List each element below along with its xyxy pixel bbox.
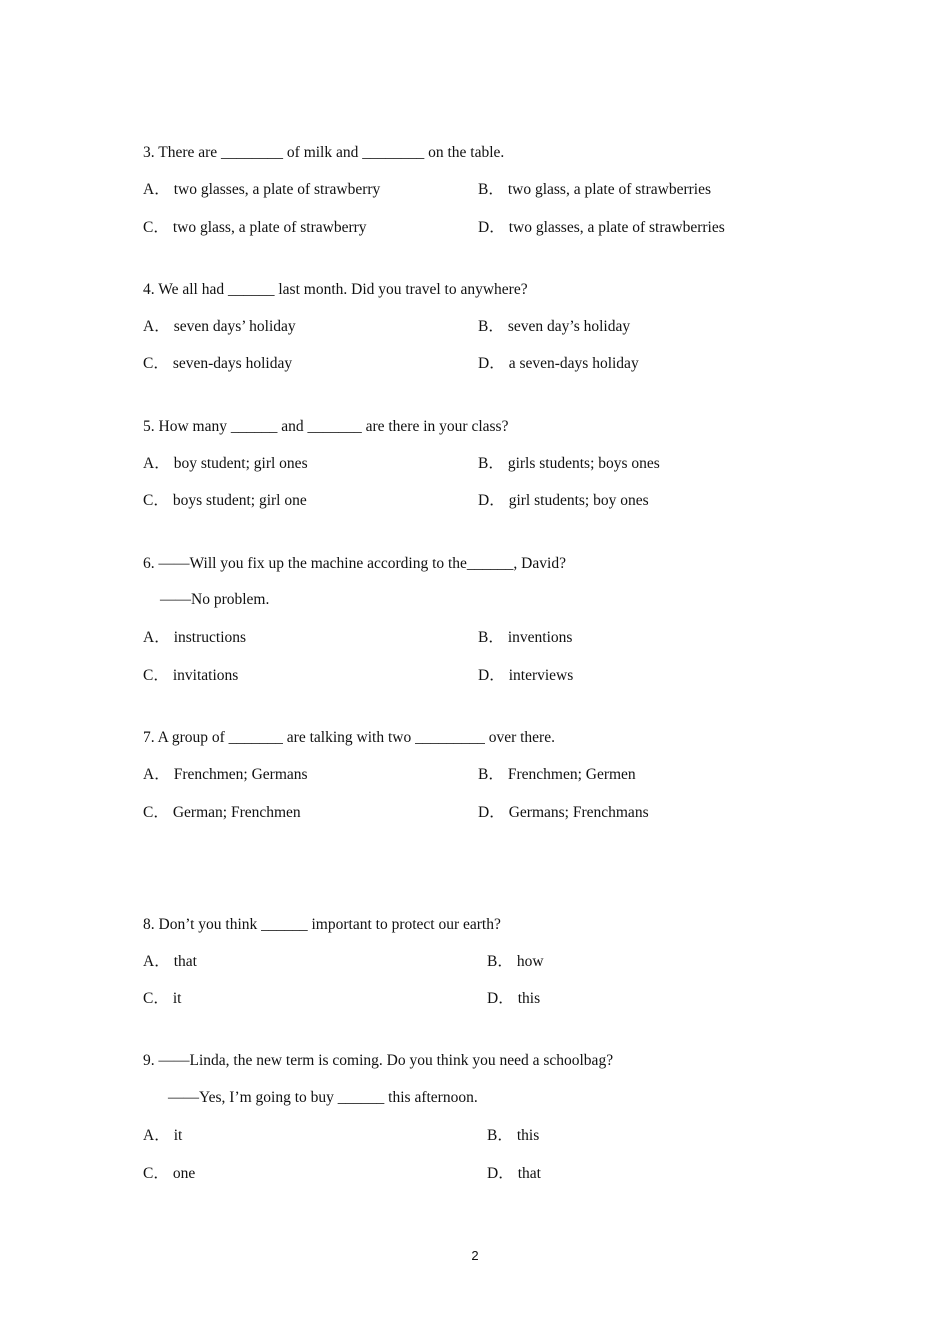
question-6-option-a[interactable] xyxy=(143,628,246,648)
option-text: interviews xyxy=(508,667,574,684)
option-text: seven days’ holiday xyxy=(173,318,296,335)
option-text: this xyxy=(516,1127,540,1144)
option-letter: A． xyxy=(143,766,170,783)
question-3-option-b[interactable] xyxy=(478,180,711,200)
option-text: two glasses, a plate of strawberry xyxy=(173,181,381,198)
option-letter: B． xyxy=(487,1127,513,1144)
option-text: Frenchmen; Germans xyxy=(173,766,308,783)
option-letter: C． xyxy=(143,990,169,1007)
option-text: that xyxy=(173,953,197,970)
option-text: one xyxy=(172,1165,196,1182)
question-6-option-b[interactable] xyxy=(478,628,572,648)
question-9-option-d[interactable] xyxy=(487,1164,541,1184)
option-letter: A． xyxy=(143,953,170,970)
option-letter: B． xyxy=(478,629,504,646)
option-text: Germans; Frenchmans xyxy=(508,804,649,821)
question-7-option-b[interactable] xyxy=(478,765,636,785)
option-letter: D． xyxy=(478,667,505,684)
question-6-reply: ——No problem. xyxy=(160,591,270,608)
option-letter: D． xyxy=(487,1165,514,1182)
question-9-option-b[interactable] xyxy=(487,1126,539,1146)
page-number: 2 xyxy=(471,1248,479,1263)
question-3-stem: 3. There are ________ of milk and ________ on the table. xyxy=(143,144,505,161)
question-9-stem: 9. ——Linda, the new term is coming. Do you think you need a schoolbag? xyxy=(143,1052,614,1069)
question-5-option-b[interactable] xyxy=(478,454,660,474)
question-3-option-d[interactable] xyxy=(478,218,725,238)
option-text: two glasses, a plate of strawberries xyxy=(508,219,725,236)
question-5-option-a[interactable] xyxy=(143,454,308,474)
question-6-stem: 6. ——Will you fix up the machine according to the______, David? xyxy=(143,555,566,572)
question-3-option-a[interactable] xyxy=(143,180,380,200)
option-letter: D． xyxy=(478,492,505,509)
question-7-option-a[interactable] xyxy=(143,765,308,785)
option-letter: D． xyxy=(487,990,514,1007)
question-6-option-c[interactable] xyxy=(143,666,238,686)
option-text: boy student; girl ones xyxy=(173,455,308,472)
option-letter: A． xyxy=(143,629,170,646)
question-3-option-c[interactable] xyxy=(143,218,367,238)
question-4-option-a[interactable] xyxy=(143,317,296,337)
option-letter: C． xyxy=(143,667,169,684)
option-text: girl students; boy ones xyxy=(508,492,649,509)
option-text: how xyxy=(516,953,544,970)
question-4-stem: 4. We all had ______ last month. Did you travel to anywhere? xyxy=(143,281,528,298)
question-8-stem: 8. Don’t you think ______ important to protect our earth? xyxy=(143,916,501,933)
question-7-option-c[interactable] xyxy=(143,803,301,823)
option-letter: C． xyxy=(143,1165,169,1182)
question-7-option-d[interactable] xyxy=(478,803,649,823)
option-letter: A． xyxy=(143,455,170,472)
option-letter: A． xyxy=(143,181,170,198)
option-text: seven day’s holiday xyxy=(507,318,631,335)
option-text: it xyxy=(173,1127,183,1144)
option-letter: B． xyxy=(487,953,513,970)
option-letter: B． xyxy=(478,766,504,783)
question-8-option-d[interactable] xyxy=(487,989,540,1009)
question-9-option-a[interactable] xyxy=(143,1126,182,1146)
option-text: invitations xyxy=(172,667,239,684)
question-5-option-d[interactable] xyxy=(478,491,649,511)
option-letter: B． xyxy=(478,318,504,335)
question-9-reply: ——Yes, I’m going to buy ______ this afternoon. xyxy=(168,1089,478,1106)
question-8-option-a[interactable] xyxy=(143,952,197,972)
option-text: girls students; boys ones xyxy=(507,455,660,472)
question-8-option-b[interactable] xyxy=(487,952,544,972)
question-7-stem: 7. A group of _______ are talking with two _________ over there. xyxy=(143,729,555,746)
question-4-option-c[interactable] xyxy=(143,354,292,374)
question-5-option-c[interactable] xyxy=(143,491,307,511)
option-text: inventions xyxy=(507,629,573,646)
option-letter: B． xyxy=(478,455,504,472)
option-text: Frenchmen; Germen xyxy=(507,766,636,783)
question-5-stem: 5. How many ______ and _______ are there in your class? xyxy=(143,418,509,435)
option-text: that xyxy=(517,1165,541,1182)
option-letter: B． xyxy=(478,181,504,198)
question-4-option-d[interactable] xyxy=(478,354,639,374)
option-letter: C． xyxy=(143,219,169,236)
option-text: two glass, a plate of strawberries xyxy=(507,181,712,198)
question-4-option-b[interactable] xyxy=(478,317,630,337)
question-8-option-c[interactable] xyxy=(143,989,181,1009)
option-letter: A． xyxy=(143,1127,170,1144)
question-6-option-d[interactable] xyxy=(478,666,573,686)
option-text: a seven-days holiday xyxy=(508,355,639,372)
question-9-option-c[interactable] xyxy=(143,1164,195,1184)
option-letter: D． xyxy=(478,355,505,372)
option-text: it xyxy=(172,990,182,1007)
option-text: German; Frenchmen xyxy=(172,804,301,821)
option-letter: C． xyxy=(143,492,169,509)
option-text: two glass, a plate of strawberry xyxy=(172,219,367,236)
option-letter: C． xyxy=(143,355,169,372)
option-letter: D． xyxy=(478,804,505,821)
option-text: seven-days holiday xyxy=(172,355,293,372)
option-letter: D． xyxy=(478,219,505,236)
option-text: instructions xyxy=(173,629,247,646)
option-letter: C． xyxy=(143,804,169,821)
option-text: boys student; girl one xyxy=(172,492,307,509)
option-letter: A． xyxy=(143,318,170,335)
option-text: this xyxy=(517,990,541,1007)
